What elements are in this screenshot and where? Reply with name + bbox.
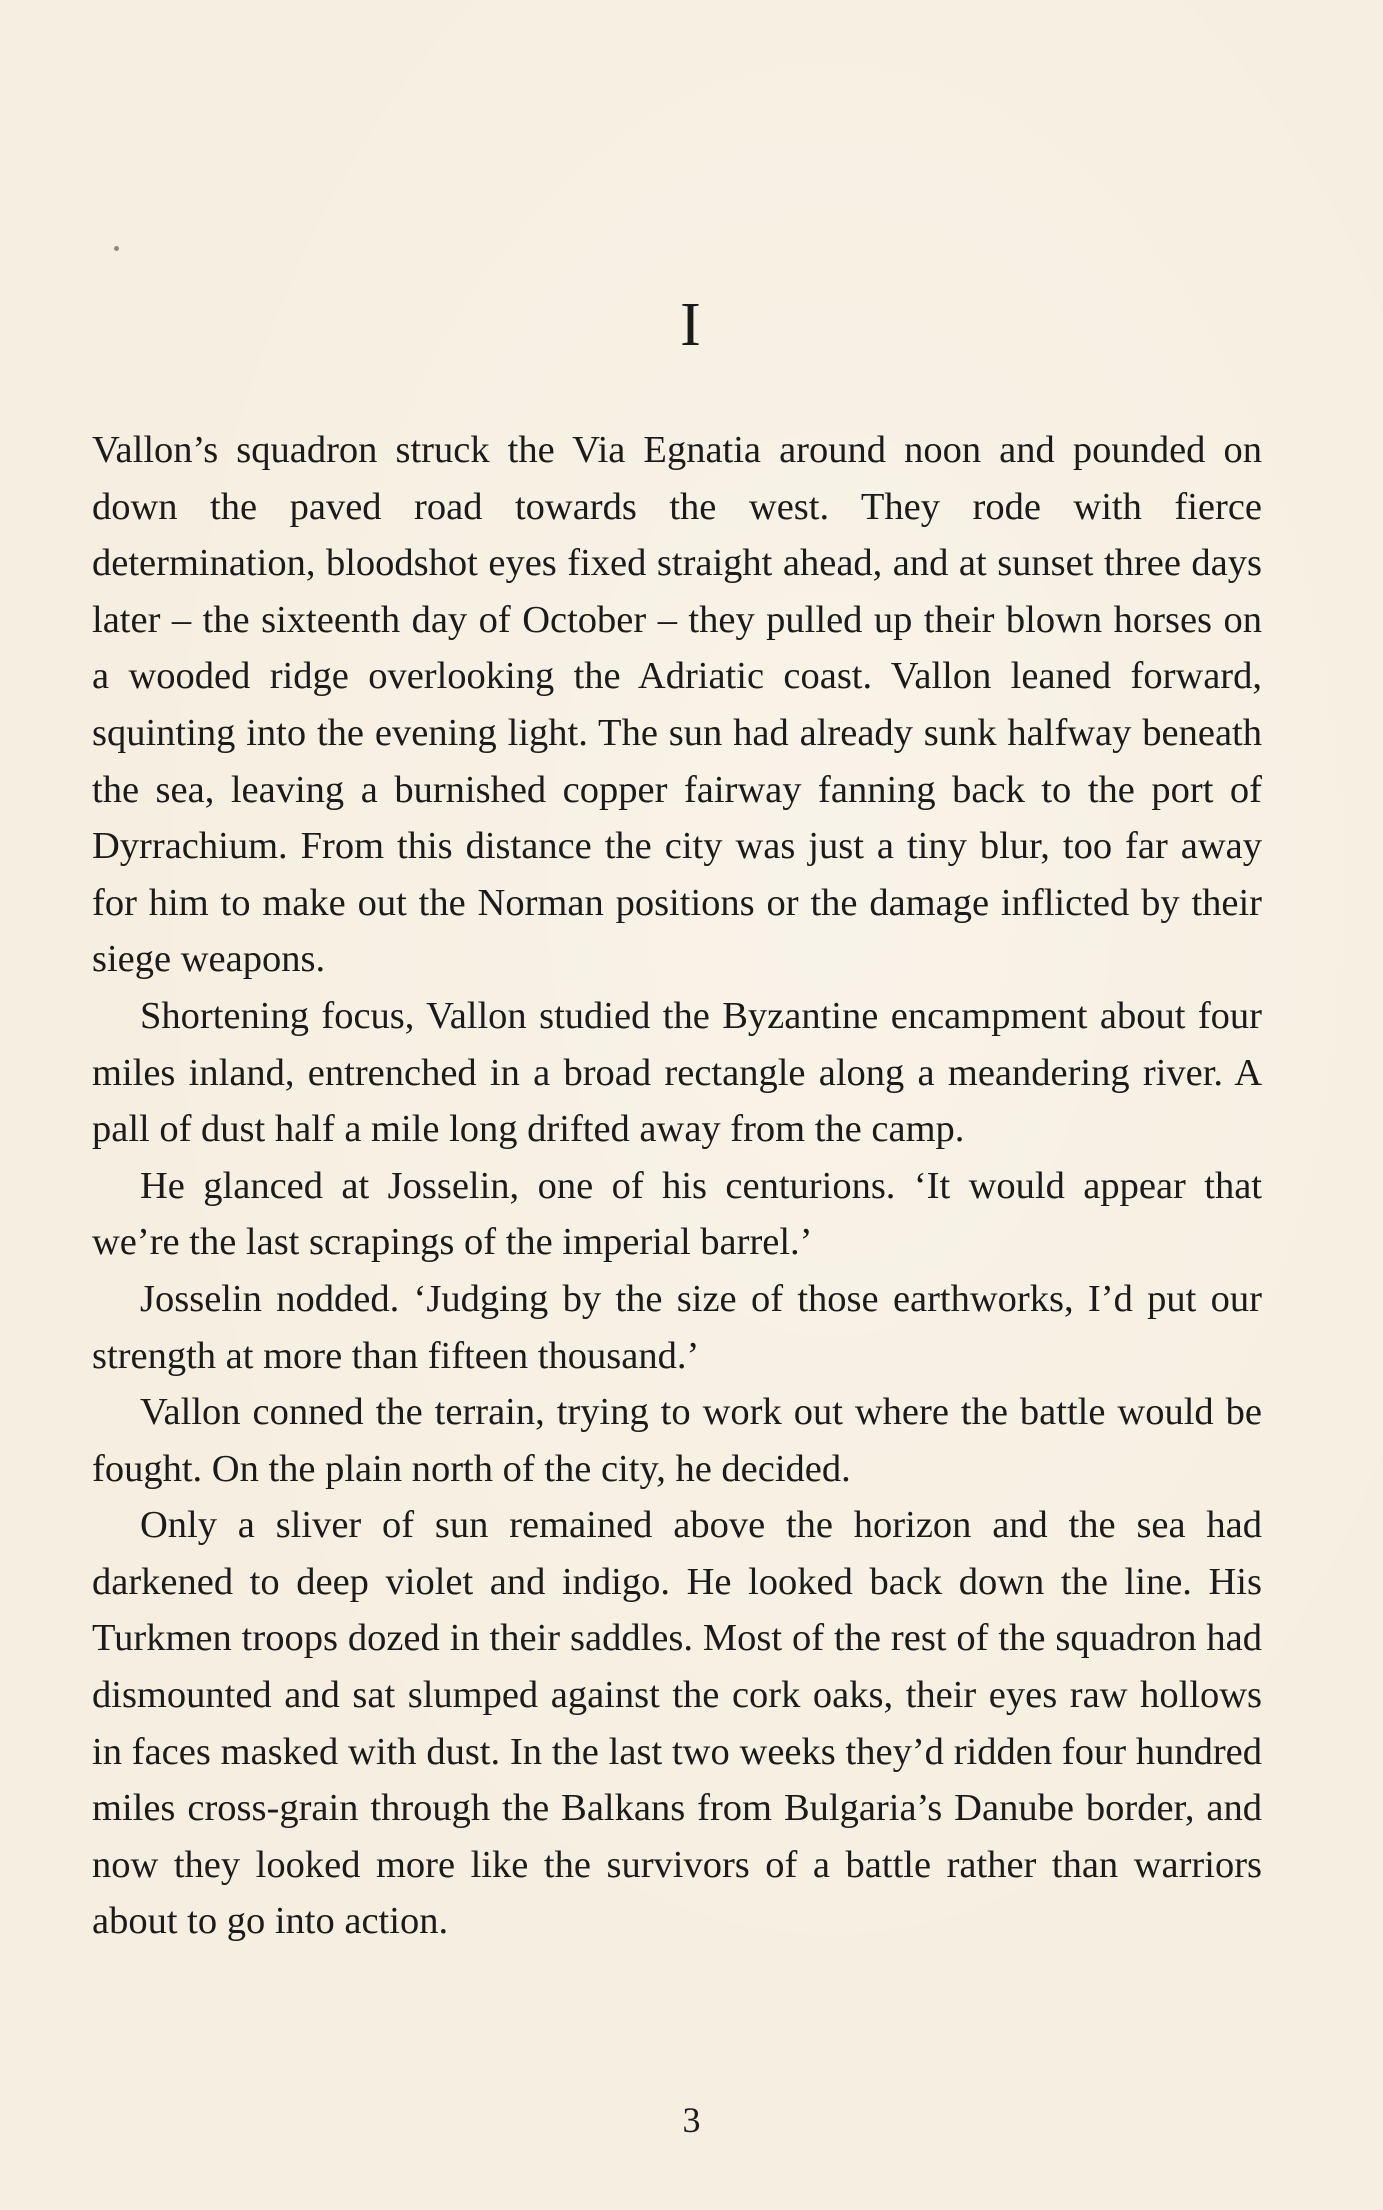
paragraph-3: He glanced at Josselin, one of his centurions. ‘It would appear that we’re the last scrapings of the imperial barrel.’ [92,1164,1262,1264]
paper-speck [114,246,119,251]
page-number: 3 [682,2100,701,2140]
paragraph-6: Only a sliver of sun remained above the horizon and the sea had darkened to deep violet and indigo. He looked back down the line. His Turkmen troops dozed in their saddles. Most of the rest of the squadron had dismounted and sat slumped against the cork oaks, their eyes raw hollows in faces masked with dust. In the last two weeks they’d ridden four hundred miles cross-grain through the Balkans from Bulgaria’s Danube border, and now they looked more like the survivors of a battle rather than warriors about to go into action. [92,1504,1262,1943]
paragraph-2: Shortening focus, Vallon studied the Byzantine encampment about four miles inland, entrenched in a broad rectangle along a meandering river. A pall of dust half a mile long drifted away from the camp. [92,994,1262,1151]
paragraph-1: Vallon’s squadron struck the Via Egnatia around noon and pounded on down the paved road towards the west. They rode with fierce determination, bloodshot eyes fixed straight ahead, and at sunset three days later – the sixteenth day of October – they pulled up their blown horses on a wooded ridge overlooking the Adriatic coast. Vallon leaned forward, squinting into the evening light. The sun had already sunk halfway beneath the sea, leaving a burnished copper fairway fanning back to the port of Dyrrachium. From this distance the city was just a tiny blur, too far away for him to make out the Norman positions or the damage inflicted by their siege weapons. [92,429,1262,981]
paragraph-5: Vallon conned the terrain, trying to work out where the battle would be fought. On the plain north of the city, he decided. [92,1391,1262,1490]
chapter-number: I [680,291,703,359]
paragraph-4: Josselin nodded. ‘Judging by the size of those earthworks, I’d put our strength at more than fifteen thousand.’ [92,1277,1262,1377]
chapter-body-text [92,422,1262,1950]
